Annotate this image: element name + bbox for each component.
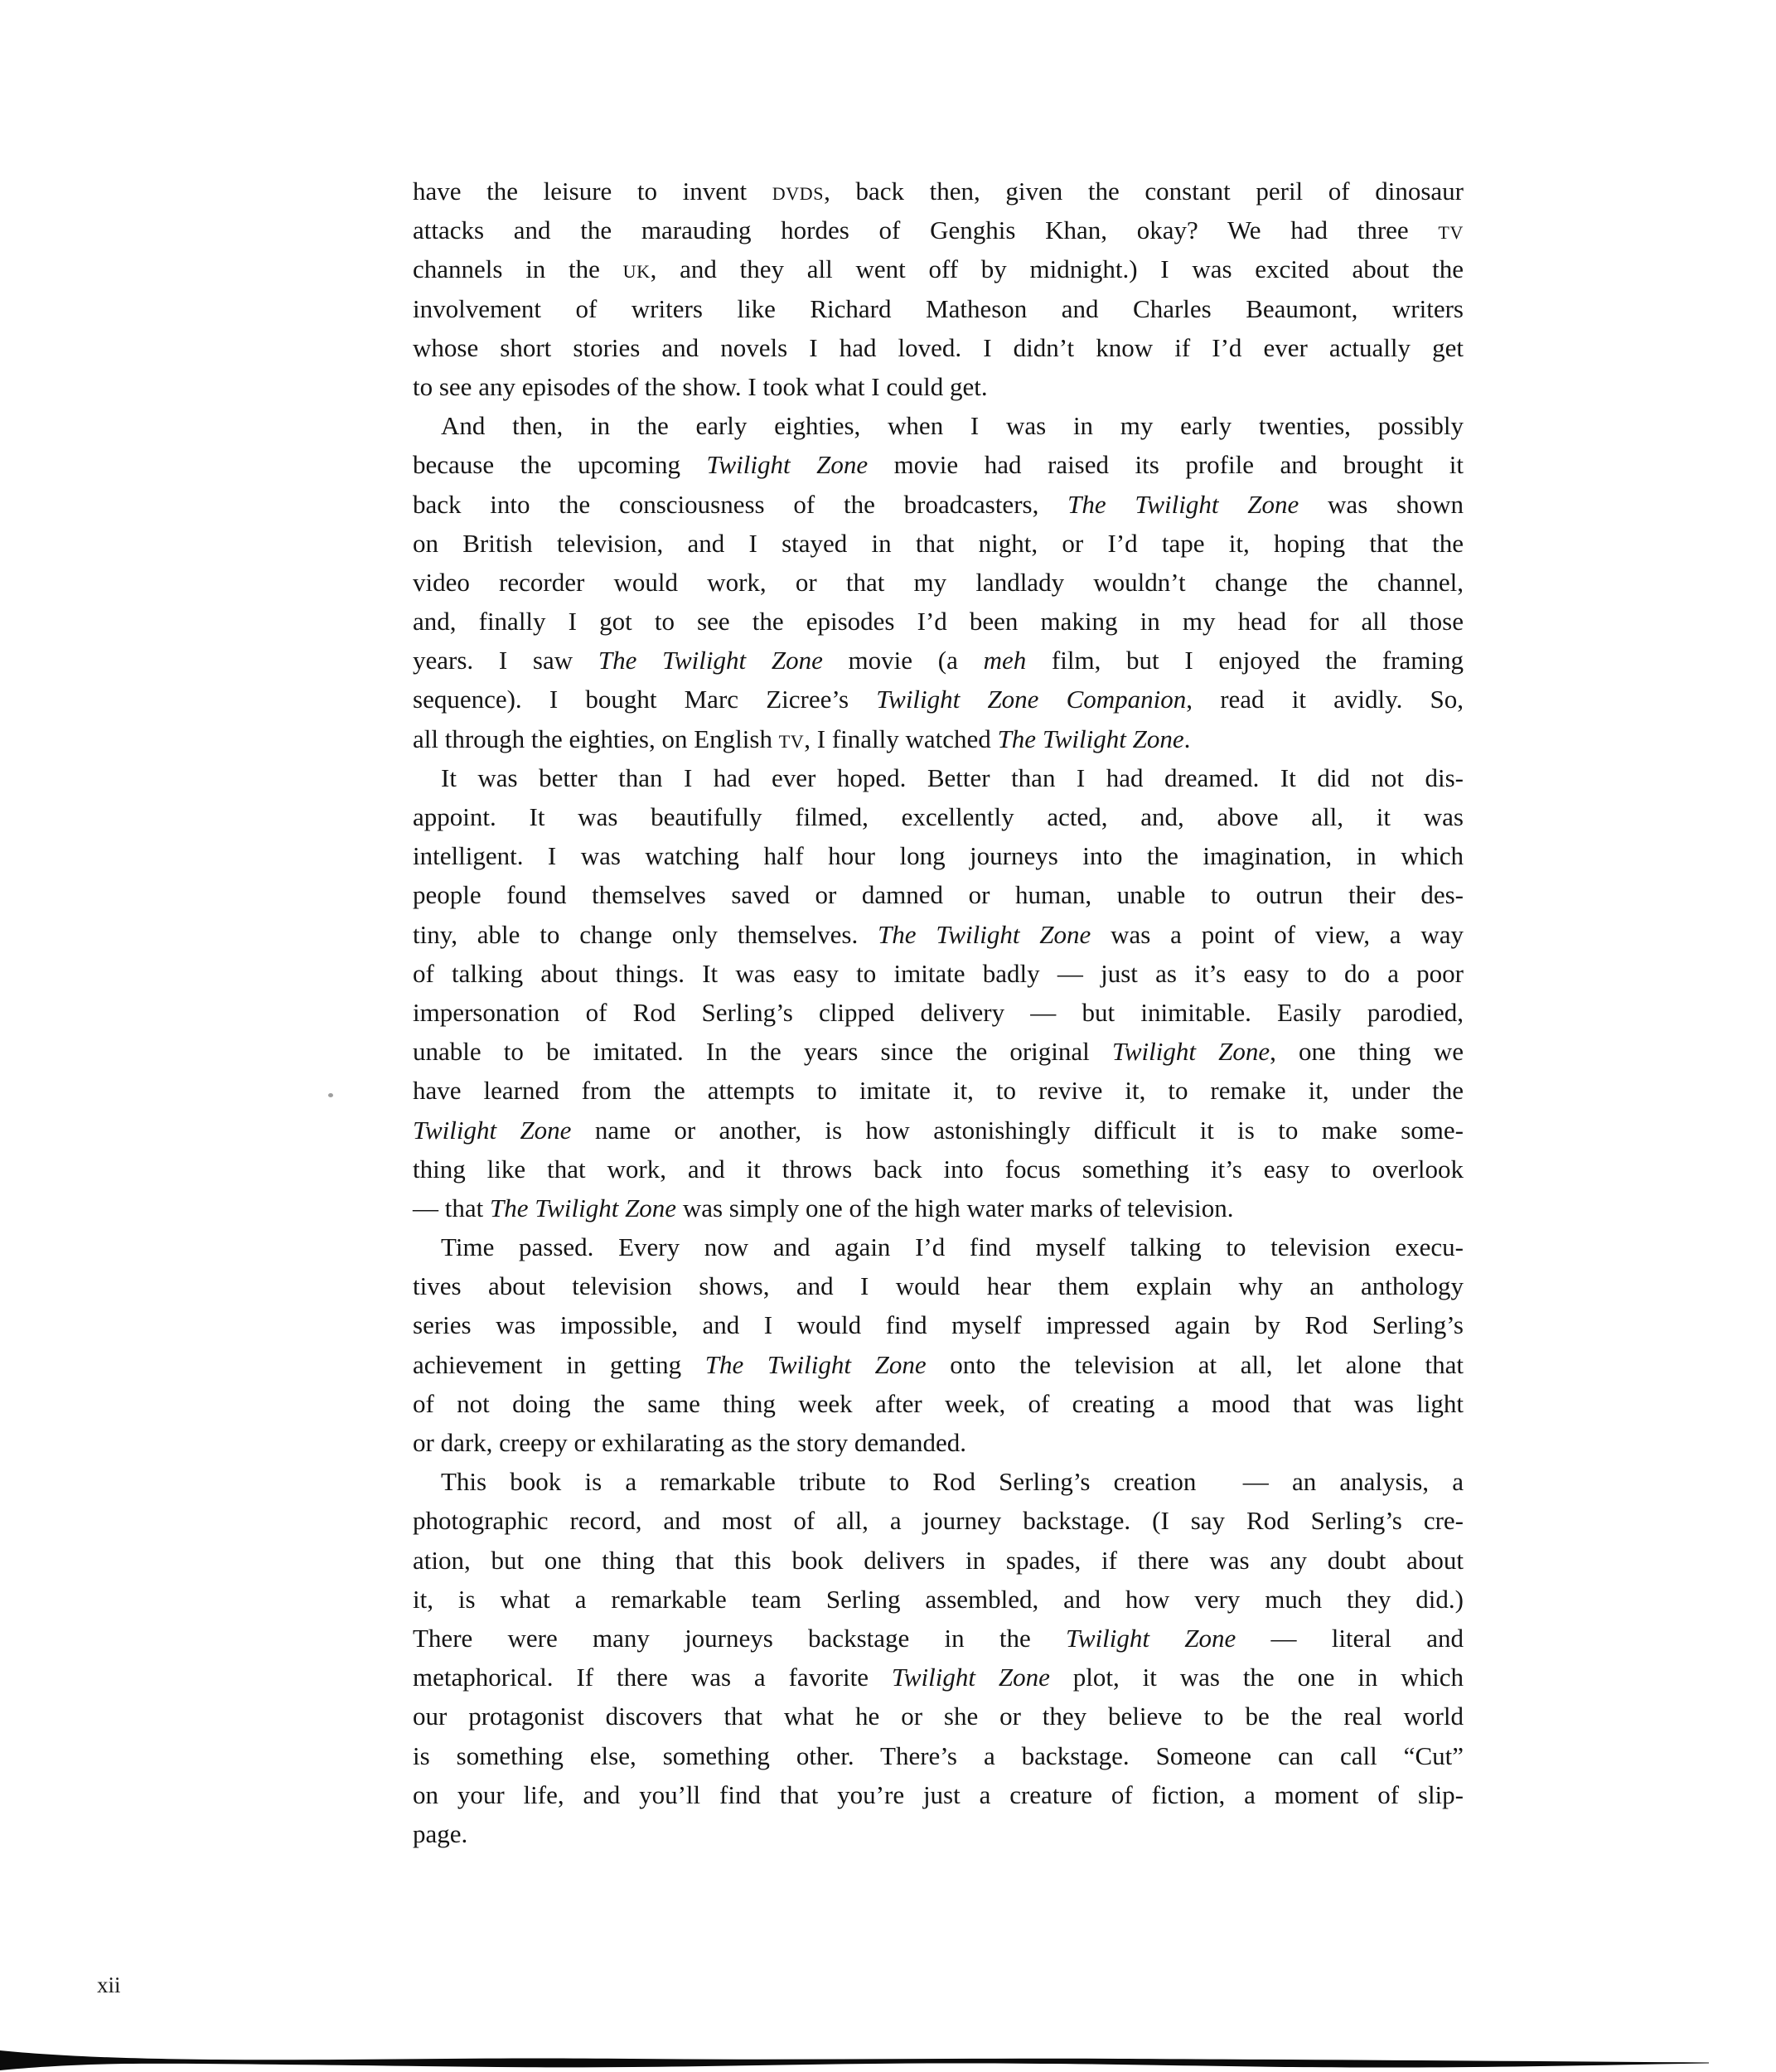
text-line	[413, 1071, 1464, 1110]
text-line	[413, 289, 1464, 328]
text-line	[413, 485, 1464, 524]
margin-speck	[328, 1093, 333, 1097]
body-text: film, but I enjoyed the framing	[1026, 646, 1464, 675]
body-text: name or another, is how astonishingly difficult it is to make some-	[571, 1115, 1464, 1145]
text-line	[413, 445, 1464, 484]
italic-text: The Twilight Zone	[997, 724, 1184, 753]
body-text: , one thing we	[1270, 1037, 1464, 1067]
text-line	[413, 249, 1464, 288]
text-line	[413, 1462, 1464, 1501]
body-text: video recorder would work, or that my landlady wouldn’t change the channel,	[413, 567, 1464, 597]
body-text: Time passed. Every now and again I’d find myself talking to television execu-	[441, 1232, 1464, 1262]
italic-text: Twilight Zone	[706, 450, 869, 480]
text-line	[413, 211, 1464, 249]
body-text: on British television, and I stayed in that night, or I’d tape it, hoping that the	[413, 528, 1464, 558]
body-text: tives about television shows, and I would hear them explain why an anthology	[413, 1271, 1464, 1301]
italic-text: The Twilight Zone	[878, 919, 1091, 949]
text-line	[413, 1736, 1464, 1775]
text-line	[413, 1266, 1464, 1305]
text-line	[413, 1150, 1464, 1188]
body-text: was shown	[1299, 489, 1464, 519]
text-line	[413, 758, 1464, 797]
scan-shadow	[0, 2041, 1776, 2072]
body-text: It was better than I had ever hoped. Better than I had dreamed. It did not dis-	[441, 762, 1464, 792]
text-line	[413, 836, 1464, 875]
text-line	[413, 915, 1464, 954]
body-text: back into the consciousness of the broadcasters,	[413, 489, 1068, 519]
body-text: — literal and	[1236, 1623, 1464, 1653]
body-text: and, finally I got to see the episodes I’d been making in my head for all those	[413, 607, 1464, 637]
italic-text: The Twilight Zone	[490, 1193, 677, 1222]
body-text: appoint. It was beautifully filmed, excellently acted, and, above all, it was	[413, 802, 1464, 831]
text-line	[413, 1305, 1464, 1344]
body-text: tiny, able to change only themselves.	[413, 919, 878, 949]
smallcaps-text: tv	[1438, 215, 1464, 245]
text-line	[413, 1541, 1464, 1580]
body-text: series was impossible, and I would find myself impressed again by Rod Serling’s	[413, 1310, 1464, 1340]
body-text: or dark, creepy or exhilarating as the story demanded.	[413, 1428, 966, 1457]
body-text: whose short stories and novels I had loved. I didn’t know if I’d ever actually get	[413, 332, 1464, 362]
body-text: , back then, given the constant peril of dinosaur	[824, 177, 1464, 206]
body-text: to see any episodes of the show. I took what I could get.	[413, 371, 988, 401]
text-line	[413, 328, 1464, 367]
body-text: it, is what a remarkable team Serling assembled, and how very much they did.)	[413, 1584, 1464, 1614]
body-text: movie had raised its profile and brought it	[868, 450, 1464, 480]
italic-text: meh	[983, 646, 1027, 675]
text-line	[413, 367, 1464, 406]
text-line	[413, 680, 1464, 719]
body-text: of talking about things. It was easy to imitate badly — just as it’s easy to do a poor	[413, 958, 1464, 988]
scan-shadow-shape	[0, 2050, 1709, 2070]
italic-text: Twilight Zone	[1111, 1037, 1270, 1067]
italic-text: The Twilight Zone	[1067, 489, 1299, 519]
body-text: onto the television at all, let alone that	[926, 1349, 1464, 1379]
italic-text: Twilight Zone	[1065, 1623, 1236, 1653]
text-line	[413, 1775, 1464, 1814]
smallcaps-text: uk	[622, 254, 651, 284]
text-line	[413, 875, 1464, 914]
text-line	[413, 719, 1464, 758]
body-text: all through the eighties, on English	[413, 724, 779, 753]
body-text: , I finally watched	[804, 724, 998, 753]
text-line	[413, 954, 1464, 993]
body-text: is something else, something other. There’s a backstage. Someone can call “Cut”	[413, 1740, 1464, 1770]
text-line	[413, 524, 1464, 563]
smallcaps-text: dvds	[772, 177, 825, 206]
italic-text: The Twilight Zone	[598, 646, 823, 675]
body-text: unable to be imitated. In the years since the original	[413, 1037, 1112, 1067]
body-text: involvement of writers like Richard Matheson and Charles Beaumont, writers	[413, 293, 1464, 323]
text-line	[413, 1619, 1464, 1658]
body-text: page.	[413, 1818, 468, 1848]
smallcaps-text: tv	[778, 724, 805, 753]
body-text: photographic record, and most of all, a journey backstage. (I say Rod Serling’s cre-	[413, 1506, 1464, 1536]
body-text: — that	[413, 1193, 490, 1222]
body-text: .	[1183, 724, 1191, 753]
text-line	[413, 406, 1464, 445]
body-text: This book is a remarkable tribute to Rod Serling’s creation — an analysis, a	[441, 1467, 1464, 1497]
italic-text: Twilight Zone	[891, 1663, 1050, 1692]
body-text: channels in the	[413, 254, 623, 284]
body-text: metaphorical. If there was a favorite	[413, 1663, 892, 1692]
body-text: movie (a	[822, 646, 984, 675]
body-text: attacks and the marauding hordes of Genghis Khan, okay? We had three	[413, 215, 1439, 245]
text-line	[413, 563, 1464, 602]
body-text: because the upcoming	[413, 450, 707, 480]
folio-page-number: xii	[97, 1973, 121, 1997]
body-text: have learned from the attempts to imitate it, to revive it, to remake it, under the	[413, 1076, 1464, 1106]
body-text: , read it avidly. So,	[1186, 685, 1464, 714]
italic-text: Twilight Zone	[413, 1115, 572, 1145]
body-text: of not doing the same thing week after week, of creating a mood that was light	[413, 1388, 1464, 1418]
italic-text: Twilight Zone Companion	[876, 685, 1187, 714]
text-line	[413, 172, 1464, 211]
text-line	[413, 1032, 1464, 1071]
text-line	[413, 1345, 1464, 1384]
body-text: have the leisure to invent	[413, 177, 772, 206]
text-line	[413, 641, 1464, 680]
body-text: years. I saw	[413, 646, 598, 675]
body-text: achievement in getting	[413, 1349, 705, 1379]
body-text: And then, in the early eighties, when I was in my early twenties, possibly	[441, 411, 1464, 441]
italic-text: The Twilight Zone	[704, 1349, 927, 1379]
body-text: There were many journeys backstage in the	[413, 1623, 1066, 1653]
body-text: on your life, and you’ll find that you’re just a creature of fiction, a moment of slip-	[413, 1779, 1464, 1809]
text-line	[413, 1384, 1464, 1423]
text-line	[413, 797, 1464, 836]
text-line	[413, 1188, 1464, 1227]
text-line	[413, 1814, 1464, 1853]
text-line	[413, 1227, 1464, 1266]
text-line	[413, 1697, 1464, 1736]
body-text: sequence). I bought Marc Zicree’s	[413, 685, 877, 714]
text-block	[413, 172, 1464, 1853]
body-text: was a point of view, a way	[1091, 919, 1464, 949]
body-text: people found themselves saved or damned or human, unable to outrun their des-	[413, 880, 1464, 910]
body-text: impersonation of Rod Serling’s clipped delivery — but inimitable. Easily parodied,	[413, 997, 1464, 1027]
body-text: was simply one of the high water marks of television.	[676, 1193, 1234, 1222]
text-line	[413, 993, 1464, 1032]
body-text: our protagonist discovers that what he or she or they believe to be the real world	[413, 1702, 1464, 1731]
text-line	[413, 1111, 1464, 1150]
text-line	[413, 602, 1464, 641]
body-text: plot, it was the one in which	[1049, 1663, 1464, 1692]
body-text: , and they all went off by midnight.) I was excited about the	[650, 254, 1464, 284]
text-line	[413, 1423, 1464, 1462]
text-line	[413, 1501, 1464, 1540]
text-line	[413, 1658, 1464, 1697]
body-text: ation, but one thing that this book delivers in spades, if there was any doubt about	[413, 1545, 1464, 1575]
text-line	[413, 1580, 1464, 1619]
body-text: intelligent. I was watching half hour long journeys into the imagination, in which	[413, 841, 1464, 871]
body-text: thing like that work, and it throws back into focus something it’s easy to overlook	[413, 1154, 1464, 1184]
